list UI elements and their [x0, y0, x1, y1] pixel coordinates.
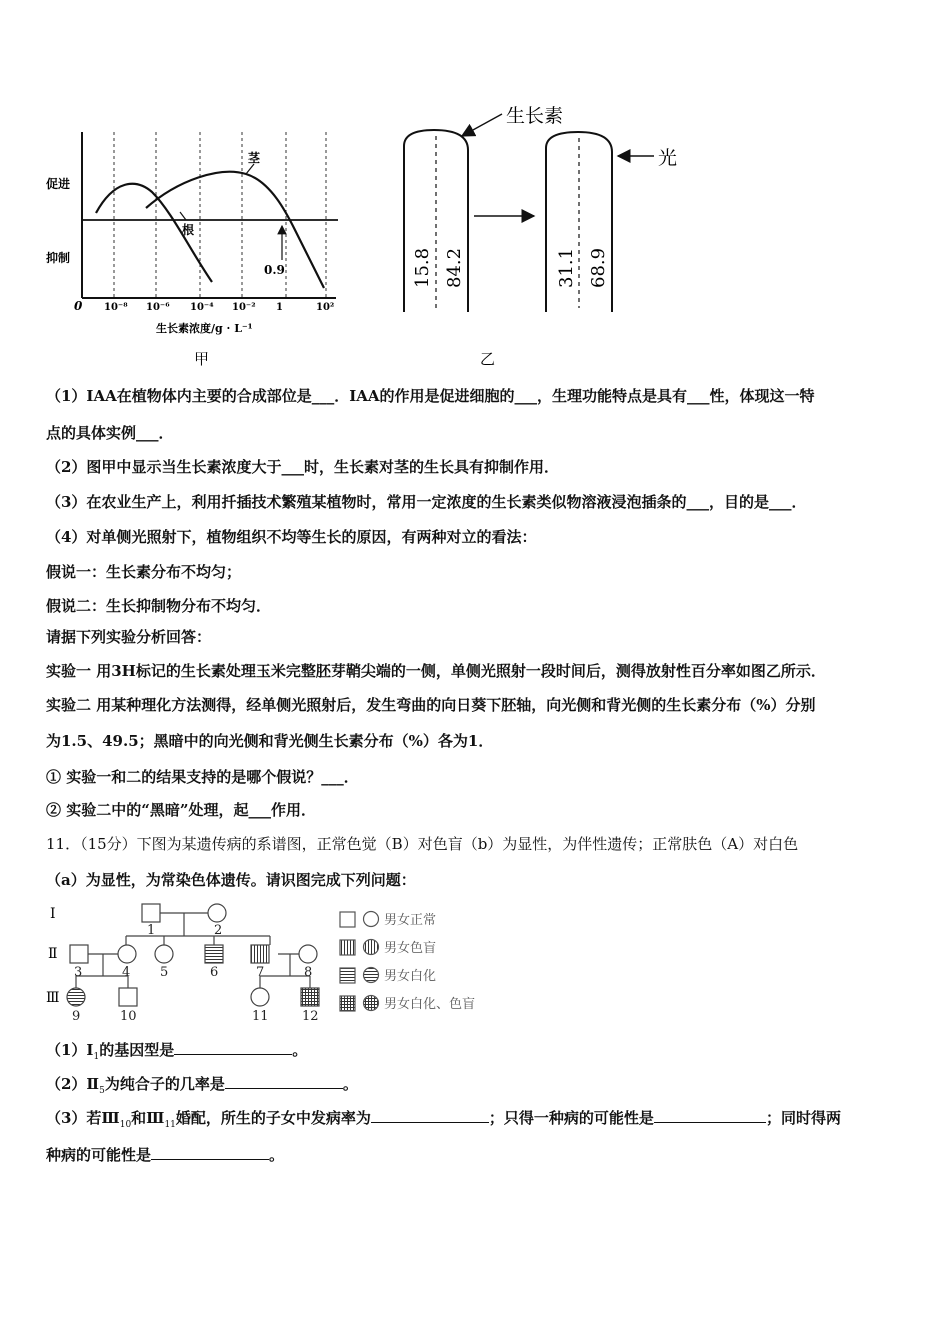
- q11-sub3-end: 。: [269, 1146, 285, 1164]
- pedigree-chart: [40, 898, 510, 1028]
- answer-blank[interactable]: [654, 1108, 766, 1123]
- label-5: 5: [160, 965, 169, 980]
- label-4: 4: [122, 965, 131, 980]
- q11-sub1: [46, 1040, 307, 1067]
- y-label-inhibit: 抑制: [46, 251, 71, 265]
- stem-curve: [146, 172, 324, 288]
- figure-jia-chart: [40, 120, 360, 370]
- answer-blank[interactable]: [371, 1108, 489, 1123]
- answer-blank[interactable]: [174, 1040, 292, 1055]
- individual-7: [251, 945, 269, 963]
- experiment-2-line2: 为1.5、49.5；黑暗中的向光侧和背光侧生长素分布（%）各为1．: [46, 732, 494, 750]
- figure-yi-diagram: [390, 92, 700, 372]
- legend-albino-colorblind: 男女白化、色盲: [384, 997, 476, 1012]
- analysis-prompt: 请据下列实验分析回答：: [46, 628, 212, 646]
- sub-question-1: ① 实验一和二的结果支持的是哪个假说？___．: [46, 768, 359, 786]
- q11-sub3-subscript-2: 11: [164, 1120, 176, 1130]
- individual-3: [70, 945, 88, 963]
- individual-12: [301, 988, 319, 1006]
- label-6: 6: [210, 965, 219, 980]
- q11-sub3-text-1: 婚配，所生的子女中发病率为: [175, 1109, 371, 1127]
- q11-sub3-text-2: ；只得一种病的可能性是: [488, 1109, 654, 1127]
- right-value-2: 68.9: [588, 247, 609, 288]
- experiment-1: 实验一 用3H标记的生长素处理玉米完整胚芽鞘尖端的一侧，单侧光照射一段时间后，测得放射性百分率如图乙所示．: [46, 662, 826, 680]
- label-7: 7: [256, 965, 265, 980]
- q11-sub3-text-3: ；同时得两: [765, 1109, 841, 1127]
- sub-question-2: ② 实验二中的“黑暗”处理，起___作用．: [46, 801, 316, 819]
- label-9: 9: [72, 1009, 81, 1024]
- q10-part3: （3）在农业生产上，利用扦插技术繁殖某植物时，常用一定浓度的生长素类似物溶液浸泡插条的___，目的是___．: [46, 493, 807, 511]
- label-8: 8: [304, 965, 313, 980]
- label-11: 11: [252, 1009, 269, 1024]
- legend-albino: 男女白化: [384, 969, 437, 984]
- x-tick-label: 10⁻²: [232, 302, 256, 313]
- q10-part4: （4）对单侧光照射下，植物组织不均等生长的原因，有两种对立的看法：: [46, 528, 537, 546]
- q11-sub3-text-4: 种病的可能性是: [46, 1146, 152, 1164]
- origin-label: 0: [74, 299, 83, 313]
- individual-2: [208, 904, 226, 922]
- x-tick-label: 10²: [316, 302, 335, 313]
- q10-part1-line1: （1）IAA在植物体内主要的合成部位是___．IAA的作用是促进细胞的___，生理功能特点是具有___性，体现这一特: [46, 387, 815, 405]
- q11-sub1-subscript: 1: [93, 1052, 100, 1062]
- legend-normal: 男女正常: [384, 913, 437, 928]
- x-tick-label: 10⁻⁸: [104, 302, 128, 313]
- individual-8: [299, 945, 317, 963]
- individual-6: [205, 945, 223, 963]
- q11-sub2-subscript: 5: [99, 1086, 105, 1096]
- hypothesis-2: 假说二：生长抑制物分布不均匀．: [46, 597, 272, 615]
- label-10: 10: [120, 1009, 137, 1024]
- generation-1: Ⅰ: [50, 906, 56, 922]
- marker-label: 0.9: [264, 263, 285, 277]
- x-axis-label: 生长素浓度/g · L⁻¹: [156, 322, 253, 335]
- label-1: 1: [147, 923, 156, 938]
- generation-2: Ⅱ: [48, 946, 58, 962]
- right-value-1: 31.1: [556, 247, 577, 288]
- legend-colorblind: 男女色盲: [384, 941, 437, 956]
- x-tick-label: 1: [276, 302, 283, 313]
- y-label-promote: 促进: [46, 177, 71, 191]
- individual-5: [155, 945, 173, 963]
- q11-sub3-line1: [46, 1108, 841, 1135]
- q11-sub2-prefix: （2）Ⅱ: [46, 1075, 100, 1093]
- q11-sub3-line2: [46, 1145, 284, 1165]
- left-value-1: 15.8: [412, 247, 433, 288]
- label-2: 2: [214, 923, 223, 938]
- experiment-2-line1: 实验二 用某种理化方法测得，经单侧光照射后，发生弯曲的向日葵下胚轴，向光侧和背光侧的生长素分布（%）分别: [46, 696, 816, 714]
- q11-header-line1: 11．（15分）下图为某遗传病的系谱图，正常色觉（B）对色盲（b）为显性，为伴性遗传；正常肤色（A）对白色: [46, 835, 799, 853]
- individual-9: [67, 988, 85, 1006]
- left-value-2: 84.2: [444, 247, 465, 288]
- q11-sub1-end: 。: [292, 1041, 308, 1059]
- x-tick-label: 10⁻⁶: [146, 302, 170, 313]
- x-tick-label: 10⁻⁴: [190, 302, 214, 313]
- q11-header-line2: （a）为显性，为常染色体遗传。请识图完成下列问题：: [46, 871, 416, 889]
- figure-jia-label: 甲: [194, 350, 210, 368]
- label-12: 12: [302, 1009, 319, 1024]
- q11-sub2-text: 为纯合子的几率是: [104, 1075, 225, 1093]
- q10-part1-line2: 点的具体实例___．: [46, 424, 174, 442]
- generation-3: Ⅲ: [46, 990, 60, 1006]
- q11-sub1-prefix: （1）Ⅰ: [46, 1041, 94, 1059]
- curve-label-stem: 茎: [248, 151, 261, 165]
- q11-sub2-end: 。: [342, 1075, 358, 1093]
- light-label: 光: [658, 147, 678, 169]
- q11-sub3-prefix: （3）若Ⅲ: [46, 1109, 120, 1127]
- individual-4: [118, 945, 136, 963]
- individual-11: [251, 988, 269, 1006]
- q11-sub2: [46, 1074, 358, 1101]
- figure-yi-label: 乙: [480, 350, 496, 368]
- label-3: 3: [74, 965, 83, 980]
- answer-blank[interactable]: [225, 1074, 343, 1089]
- q11-sub1-text: 的基因型是: [99, 1041, 175, 1059]
- individual-1: [142, 904, 160, 922]
- auxin-label: 生长素: [506, 105, 564, 127]
- curve-label-root: 根: [182, 223, 195, 237]
- individual-10: [119, 988, 137, 1006]
- q11-sub3-and: 和Ⅲ: [131, 1109, 165, 1127]
- hypothesis-1: 假说一：生长素分布不均匀；: [46, 563, 242, 581]
- answer-blank[interactable]: [151, 1145, 269, 1160]
- root-curve: [96, 184, 212, 282]
- q11-sub3-subscript-1: 10: [119, 1120, 132, 1130]
- q10-part2: （2）图甲中显示当生长素浓度大于___时，生长素对茎的生长具有抑制作用．: [46, 458, 559, 476]
